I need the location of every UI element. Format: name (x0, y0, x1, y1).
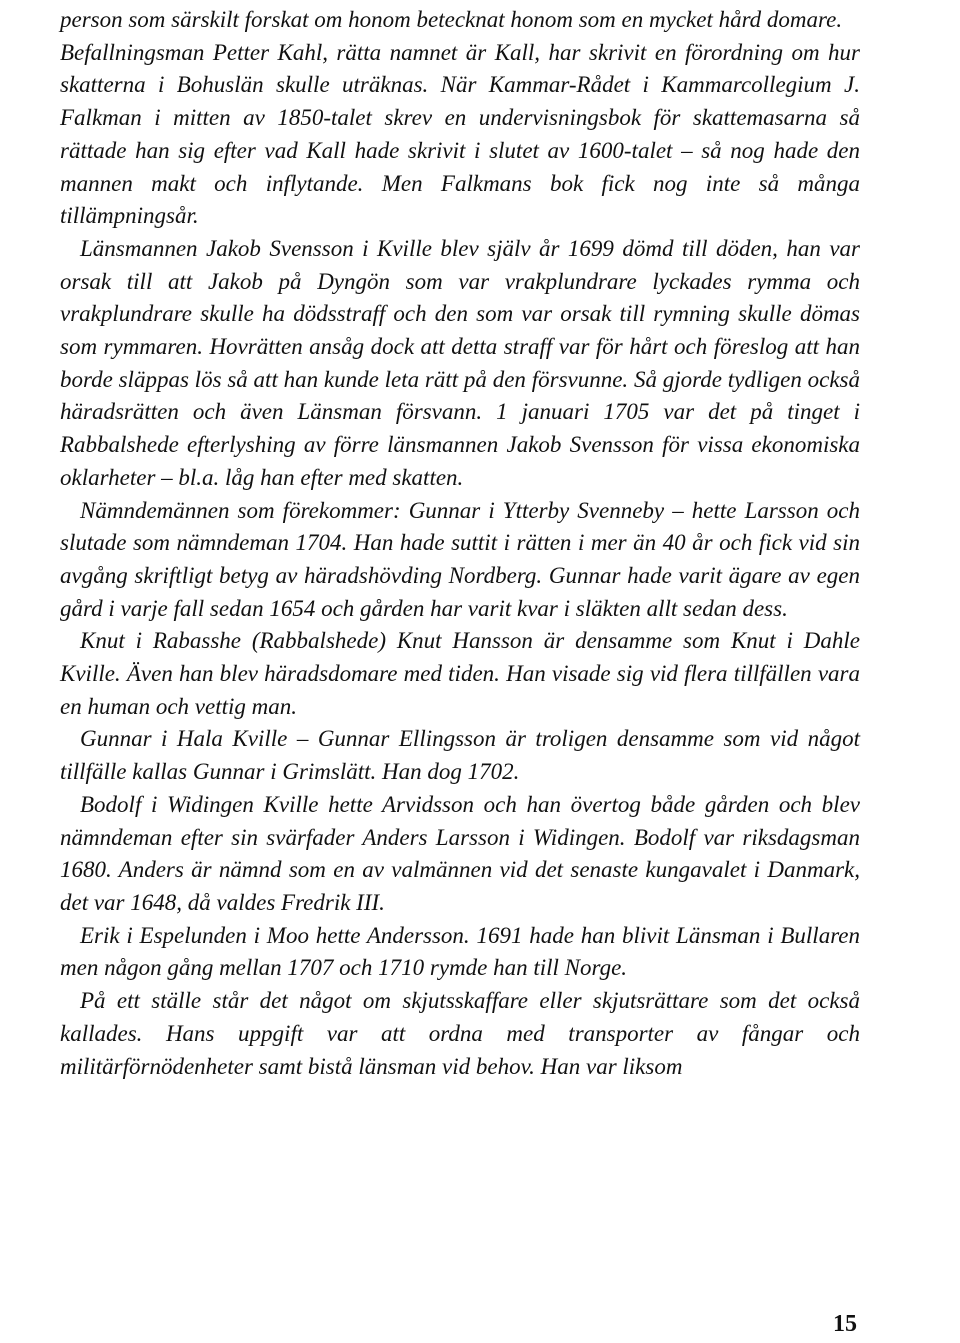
paragraph-3: Länsmannen Jakob Svensson i Kville blev själv år 1699 dömd till döden, han var orsak till att Jakob på Dyngön som var vrakplundrare lyckades rymma och vrakplundrare skulle ha dödsstraff och den som var orsak till rymning skulle dömas som rymmaren. Hovrätten ansåg dock att detta straff var för hårt och föreslog att han borde släppas lös så att han kunde leta rätt på den försvunne. Så gjorde tydligen också häradsrätten och även Länsman försvann. 1 januari 1705 var det på tinget i Rabbalshede efterlyshing av förre länsmannen Jakob Svensson för vissa ekonomiska oklarheter – bl.a. låg han efter med skatten. (60, 235, 860, 490)
paragraph-2: Befallningsman Petter Kahl, rätta namnet är Kall, har skrivit en förordning om hur skatterna i Bohuslän skulle uträknas. När Kammar-Rådet i Kammarcollegium J. Falkman i mitten av 1850-talet skrev en undervisningsbok för skattemasarna så rättade han sig efter vad Kall hade skrivit i slutet av 1600-talet – så nog hade den mannen makt och inflytande. Men Falkmans bok fick nog inte så många tillämpningsår. (60, 39, 860, 229)
page-number: 15 (833, 1311, 857, 1337)
paragraph-9: På ett ställe står det något om skjutsskaffare eller skjutsrättare som det också kallades. Hans uppgift var att ordna med transporter av fångar och militärförnödenheter samt bistå länsman vid behov. Han var liksom (60, 988, 860, 1079)
paragraph-8: Erik i Espelunden i Moo hette Andersson. 1691 hade han blivit Länsman i Bullaren men någon gång mellan 1707 och 1710 rymde han till Norge. (60, 922, 860, 981)
paragraph-5: Knut i Rabasshe (Rabbalshede) Knut Hansson är densamme som Knut i Dahle Kville. Även han blev häradsdomare med tiden. Han visade sig vid flera tillfällen vara en human och vettig man. (60, 628, 860, 719)
paragraph-7: Bodolf i Widingen Kville hette Arvidsson och han övertog både gården och blev nämndeman efter sin svärfader Anders Larsson i Widingen. Bodolf var riksdagsman 1680. Anders är nämnd som en av valmännen vid det senaste kungavalet i Danmark, det var 1648, då valdes Fredrik III. (60, 791, 860, 915)
paragraph-4: Nämndemännen som förekommer: Gunnar i Ytterby Svenneby – hette Larsson och slutade som nämndeman 1704. Han hade suttit i rätten i mer än 40 år och fick vid sin avgång skriftligt betyg av häradshövding Nordberg. Gunnar hade varit ägare av egen gård i varje fall sedan 1654 och gården har varit kvar i släkten allt sedan dess. (60, 497, 860, 621)
page-body (60, 4, 860, 1083)
paragraph-6: Gunnar i Hala Kville – Gunnar Ellingsson är troligen densamme som vid något tillfälle kallas Gunnar i Grimslätt. Han dog 1702. (60, 726, 860, 785)
paragraph-1: person som särskilt forskat om honom betecknat honom som en mycket hård domare. (60, 7, 843, 32)
